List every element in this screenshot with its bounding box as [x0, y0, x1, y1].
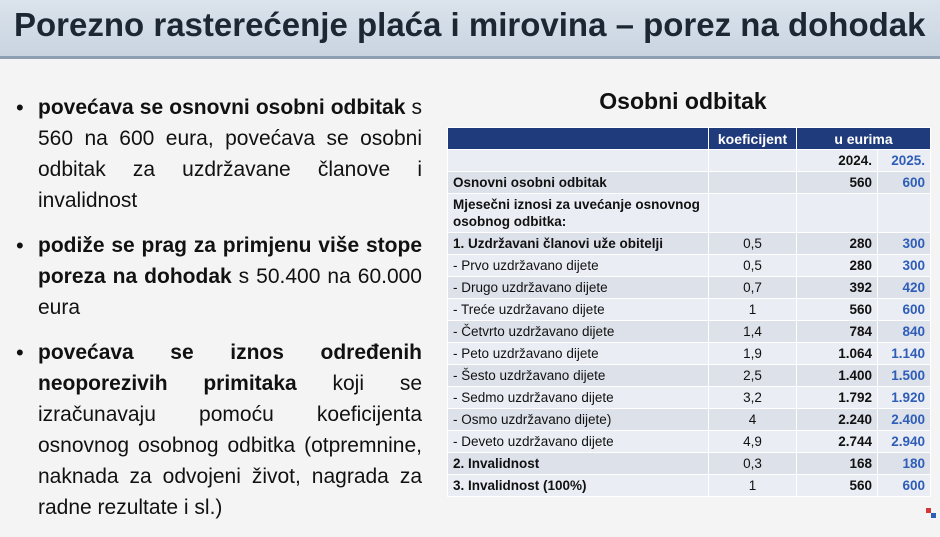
row-value-2024: 392 — [797, 277, 878, 299]
header-empty-cell — [448, 128, 709, 150]
row-value-2025: 600 — [878, 299, 931, 321]
row-value-2024: 1.064 — [797, 343, 878, 365]
table-row — [448, 277, 931, 299]
row-koeficijent: 2,5 — [709, 365, 797, 387]
osobni-odbitak-table — [447, 127, 931, 497]
bullet-bold-text: povećava se iznos određenih neoporezivih primitaka — [38, 341, 422, 395]
table-row — [448, 475, 931, 497]
row-label: - Osmo uzdržavano dijete) — [448, 409, 709, 431]
row-koeficijent: 1 — [709, 475, 797, 497]
row-label: - Sedmo uzdržavano dijete — [448, 387, 709, 409]
table-row — [448, 255, 931, 277]
row-value-2025: 420 — [878, 277, 931, 299]
header-koeficijent: koeficijent — [709, 128, 797, 150]
row-label: - Peto uzdržavano dijete — [448, 343, 709, 365]
table-title: Osobni odbitak — [599, 88, 767, 114]
table-row — [448, 409, 931, 431]
row-value-2025: 600 — [878, 475, 931, 497]
bullet-bold-text: podiže se prag za primjenu više stope poreza na dohodak — [38, 234, 422, 288]
title-bar — [0, 0, 940, 59]
row-value-2025: 180 — [878, 453, 931, 475]
row-label: - Šesto uzdržavano dijete — [448, 365, 709, 387]
table-year-row — [448, 150, 931, 172]
table-row — [448, 453, 931, 475]
row-label: Mjesečni iznosi za uvećanje osnovnog osobnog odbitka: — [448, 194, 709, 233]
corner-logo-icon — [926, 508, 936, 518]
bullet-list — [14, 92, 422, 537]
bullet-item — [14, 230, 422, 323]
year-empty-cell — [709, 150, 797, 172]
row-value-2024: 560 — [797, 172, 878, 194]
row-value-2025: 600 — [878, 172, 931, 194]
row-label: 3. Invalidnost (100%) — [448, 475, 709, 497]
bullet-text: koji se izračunavaju pomoću koeficijenta osnovnog osobnog odbitka (otpremnine, naknada za odvojeni život, nagrada za radne rezultate i sl.) — [38, 372, 422, 519]
row-value-2024: 1.400 — [797, 365, 878, 387]
row-label: Osnovni osobni odbitak — [448, 172, 709, 194]
row-value-2025: 840 — [878, 321, 931, 343]
row-koeficijent: 4 — [709, 409, 797, 431]
row-koeficijent: 0,3 — [709, 453, 797, 475]
bullet-bold-text: povećava se osnovni osobni odbitak — [38, 96, 406, 119]
row-koeficijent: 0,5 — [709, 233, 797, 255]
year-2024: 2024. — [797, 150, 878, 172]
row-value-2024 — [797, 194, 878, 233]
row-label: - Četvrto uzdržavano dijete — [448, 321, 709, 343]
row-value-2024: 280 — [797, 233, 878, 255]
bullet-dot-icon: • — [16, 95, 24, 120]
row-label: - Deveto uzdržavano dijete — [448, 431, 709, 453]
table-header-row — [448, 128, 931, 150]
row-koeficijent: 1,4 — [709, 321, 797, 343]
row-value-2025: 300 — [878, 255, 931, 277]
row-value-2024: 560 — [797, 475, 878, 497]
slide-title: Porezno rasterećenje plaća i mirovina – porez na dohodak — [14, 6, 926, 43]
row-value-2025 — [878, 194, 931, 233]
row-value-2024: 2.240 — [797, 409, 878, 431]
row-koeficijent — [709, 194, 797, 233]
row-value-2024: 784 — [797, 321, 878, 343]
row-value-2025: 1.920 — [878, 387, 931, 409]
row-value-2025: 2.400 — [878, 409, 931, 431]
row-value-2024: 2.744 — [797, 431, 878, 453]
row-value-2024: 168 — [797, 453, 878, 475]
bullet-text: s 560 na 600 eura, povećava se osobni odbitak za uzdržavane članove i invalidnost — [38, 96, 422, 212]
row-value-2025: 2.940 — [878, 431, 931, 453]
row-label: - Treće uzdržavano dijete — [448, 299, 709, 321]
row-koeficijent: 0,5 — [709, 255, 797, 277]
row-koeficijent: 3,2 — [709, 387, 797, 409]
row-value-2024: 560 — [797, 299, 878, 321]
header-u-eurima: u eurima — [797, 128, 931, 150]
bullet-item — [14, 337, 422, 523]
row-value-2024: 280 — [797, 255, 878, 277]
row-label: 2. Invalidnost — [448, 453, 709, 475]
bullet-text: s 50.400 na 60.000 eura — [38, 265, 422, 319]
table-row — [448, 194, 931, 233]
row-label: - Prvo uzdržavano dijete — [448, 255, 709, 277]
row-label: - Drugo uzdržavano dijete — [448, 277, 709, 299]
row-koeficijent: 4,9 — [709, 431, 797, 453]
row-koeficijent: 1 — [709, 299, 797, 321]
row-value-2025: 1.140 — [878, 343, 931, 365]
row-koeficijent: 1,9 — [709, 343, 797, 365]
row-koeficijent — [709, 172, 797, 194]
table-row — [448, 431, 931, 453]
table-row — [448, 343, 931, 365]
table-row — [448, 387, 931, 409]
table-row — [448, 365, 931, 387]
table-row — [448, 172, 931, 194]
year-2025: 2025. — [878, 150, 931, 172]
table-row — [448, 299, 931, 321]
bullet-dot-icon: • — [16, 340, 24, 365]
bullet-item — [14, 92, 422, 216]
row-value-2024: 1.792 — [797, 387, 878, 409]
table-row — [448, 233, 931, 255]
table-body — [448, 172, 931, 497]
bullet-dot-icon: • — [16, 233, 24, 258]
row-value-2025: 300 — [878, 233, 931, 255]
row-value-2025: 1.500 — [878, 365, 931, 387]
row-koeficijent: 0,7 — [709, 277, 797, 299]
table-row — [448, 321, 931, 343]
row-label: 1. Uzdržavani članovi uže obitelji — [448, 233, 709, 255]
year-empty-cell — [448, 150, 709, 172]
